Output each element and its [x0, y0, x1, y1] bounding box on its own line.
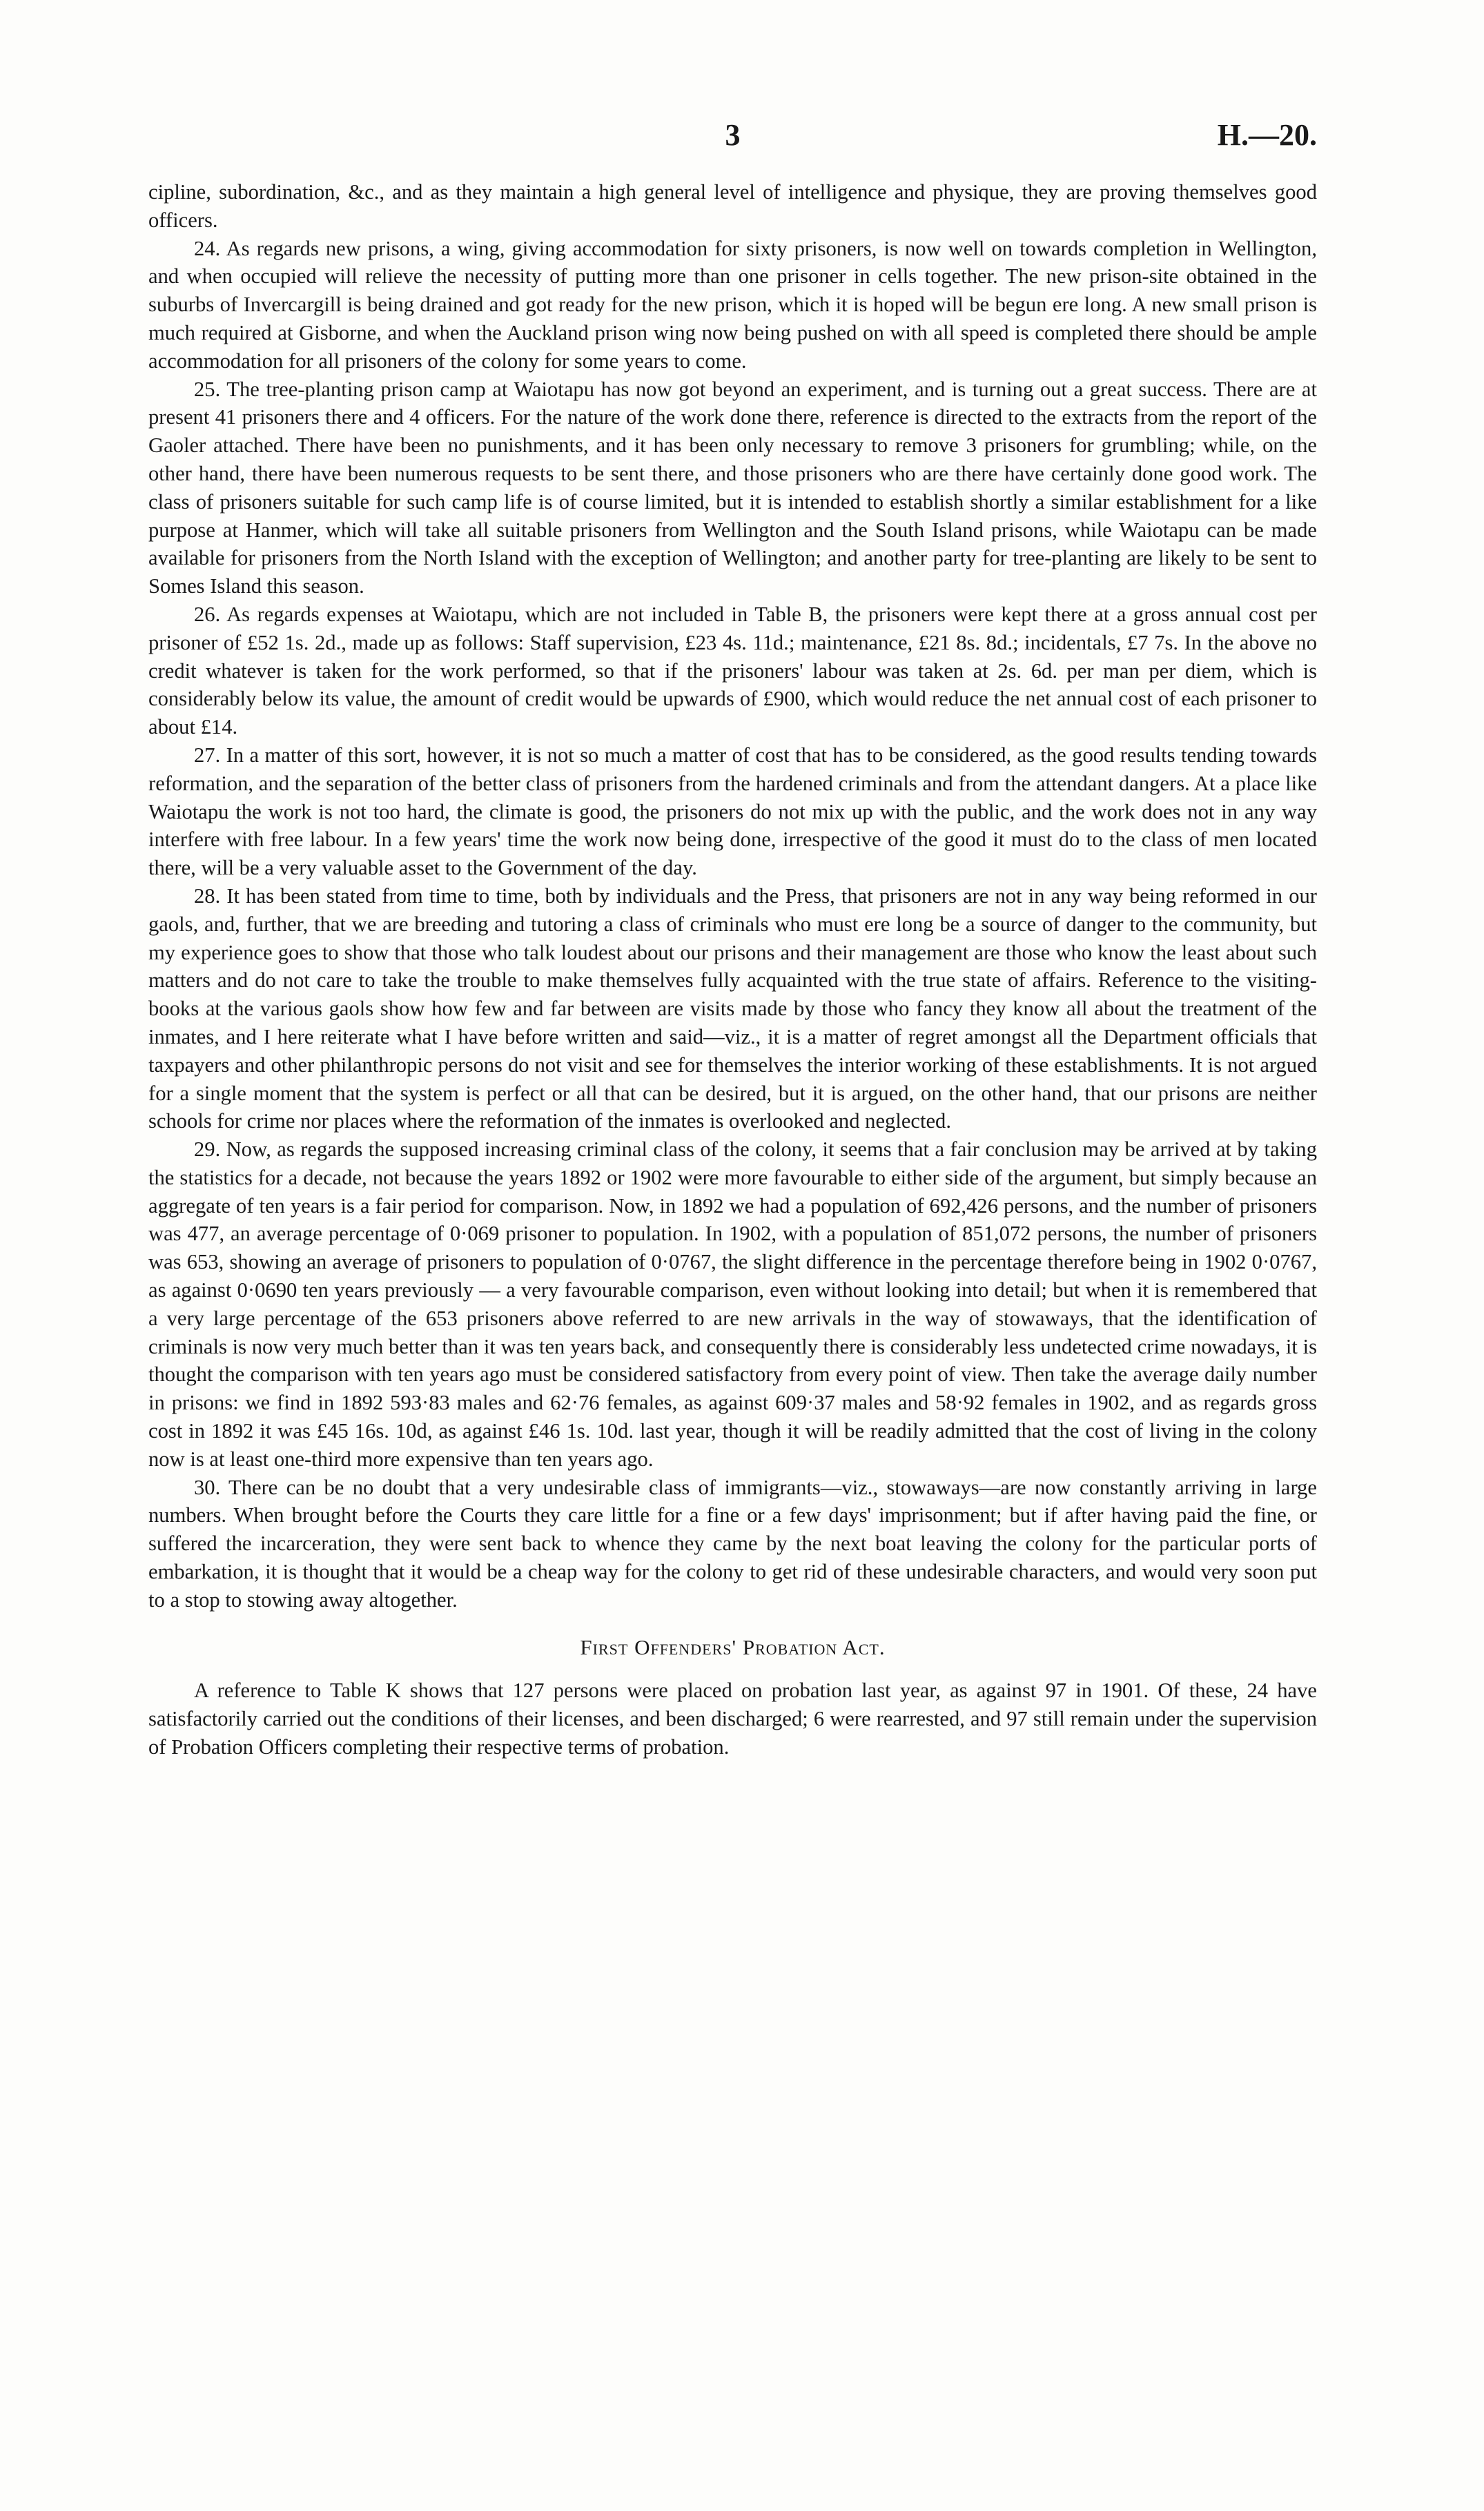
- document-reference: H.—20.: [1217, 118, 1317, 152]
- paragraph-28: 28. It has been stated from time to time, both by individuals and the Press, that prisoners are not in any way being reformed in our gaols, and, further, that we are breeding and tutoring a class of criminals who must ere long be a source of danger to the community, but my experience goes to show that those who talk loudest about our prisons and their management are those who know the least about such matters and do not care to take the trouble to make themselves fully acquainted with the true state of affairs. Reference to the visiting-books at the various gaols show how few and far between are visits made by those who fancy they know all about the treatment of the inmates, and I here reiterate what I have before written and said—viz., it is a matter of regret amongst all the Department officials that taxpayers and other philanthropic persons do not visit and see for themselves the interior working of these establishments. It is not argued for a single moment that the system is perfect or all that can be desired, but it is argued, on the other hand, that our prisons are neither schools for crime nor places where the reformation of the inmates is overlooked and neglected.: [148, 883, 1317, 1133]
- page-number: 3: [725, 118, 741, 152]
- page-header: [148, 117, 1317, 166]
- section-heading: First Offenders' Probation Act.: [580, 1634, 886, 1659]
- body-text: [148, 178, 1317, 1761]
- paragraph-26: 26. As regards expenses at Waiotapu, which are not included in Table B, the prisoners were kept there at a gross annual cost per prisoner of £52 1s. 2d., made up as follows: Staff supervision, £23 4s. 11d.; maintenance, £21 8s. 8d.; incidentals, £7 7s. In the above no credit whatever is taken for the work performed, so that if the prisoners' labour was taken at 2s. 6d. per man per diem, which is considerably below its value, the amount of credit would be upwards of £900, which would reduce the net annual cost of each prisoner to about £14.: [148, 602, 1317, 739]
- paragraph-29: 29. Now, as regards the supposed increasing criminal class of the colony, it seems that a fair conclusion may be arrived at by taking the statistics for a decade, not because the years 1892 or 1902 were more favourable to either side of the argument, but simply because an aggregate of ten years is a fair period for comparison. Now, in 1892 we had a population of 692,426 persons, and the number of prisoners was 477, an average percentage of 0·069 prisoner to population. In 1902, with a population of 851,072 persons, the number of prisoners was 653, showing an average of prisoners to population of 0·0767, the slight difference in the percentage therefore being in 1902 0·0767, as against 0·0690 ten years previously — a very favourable comparison, even without looking into detail; but when it is remembered that a very large percentage of the 653 prisoners above referred to are new arrivals in the way of stowaways, that the identification of criminals is now very much better than it was ten years back, and consequently there is considerably less undetected crime nowadays, it is thought the comparison with ten years ago must be considered satisfactory from every point of view. Then take the average daily number in prisons: we find in 1892 593·83 males and 62·76 females, as against 609·37 males and 58·92 females in 1902, and as regards gross cost in 1892 it was £45 16s. 10d, as against £46 1s. 10d. last year, though it will be readily admitted that the cost of living in the colony now is at least one-third more expensive than ten years ago.: [148, 1137, 1317, 1471]
- probation-paragraph: A reference to Table K shows that 127 persons were placed on probation last year, as against 97 in 1901. Of these, 24 have satisfactorily carried out the conditions of their licenses, and been discharged; 6 were rearrested, and 97 still remain under the supervision of Probation Officers completing their respective terms of probation.: [148, 1679, 1317, 1759]
- paragraph-continuation: cipline, subordination, &c., and as they maintain a high general level of intelligence and physique, they are proving themselves good officers.: [148, 180, 1317, 232]
- paragraph-24: 24. As regards new prisons, a wing, giving accommodation for sixty prisoners, is now well on towards completion in Wellington, and when occupied will relieve the necessity of putting more than one prisoner in cells together. The new prison-site obtained in the suburbs of Invercargill is being drained and got ready for the new prison, which it is hoped will be begun ere long. A new small prison is much required at Gisborne, and when the Auckland prison wing now being pushed on with all speed is completed there should be ample accommodation for all prisoners of the colony for some years to come.: [148, 236, 1317, 373]
- paragraph-27: 27. In a matter of this sort, however, it is not so much a matter of cost that has to be considered, as the good results tending towards reformation, and the separation of the better class of prisoners from the hardened criminals and from the attendant dangers. At a place like Waiotapu the work is not too hard, the climate is good, the prisoners do not mix up with the public, and the work does not in any way interfere with free labour. In a few years' time the work now being done, irrespective of the good it must do to the class of men located there, will be a very valuable asset to the Government of the day.: [148, 743, 1317, 880]
- paragraph-30: 30. There can be no doubt that a very undesirable class of immigrants—viz., stowaways—are now constantly arriving in large numbers. When brought before the Courts they care little for a fine or a few days' imprisonment; but if after having paid the fine, or suffered the incarceration, they were sent back to whence they came by the next boat leaving the colony for the particular ports of embarkation, it is thought that it would be a cheap way for the colony to get rid of these undesirable characters, and would very soon put to a stop to stowing away altogether.: [148, 1475, 1317, 1612]
- paragraph-25: 25. The tree-planting prison camp at Waiotapu has now got beyond an experiment, and is turning out a great success. There are at present 41 prisoners there and 4 officers. For the nature of the work done there, reference is directed to the extracts from the report of the Gaoler attached. There have been no punishments, and it has been only necessary to remove 3 prisoners for grumbling; while, on the other hand, there have been numerous requests to be sent there, and those prisoners who are there have certainly done good work. The class of prisoners suitable for such camp life is of course limited, but it is intended to establish shortly a similar establishment for a like purpose at Hanmer, which will take all suitable prisoners from Wellington and the South Island prisons, while Waiotapu can be made available for prisoners from the North Island with the exception of Wellington; and another party for tree-planting are likely to be sent to Somes Island this season.: [148, 377, 1317, 598]
